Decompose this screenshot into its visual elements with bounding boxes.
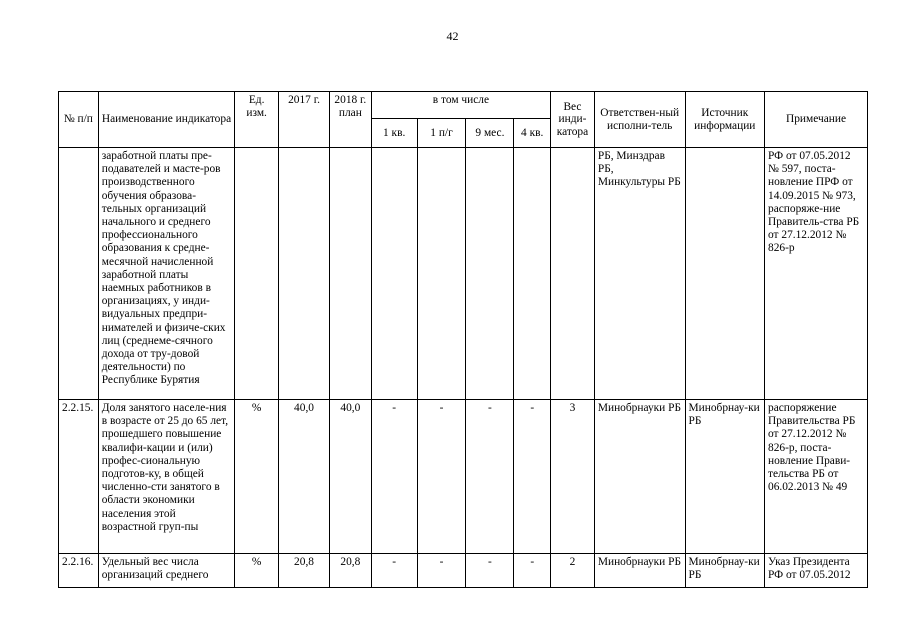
row-h1 — [417, 148, 466, 400]
row-unit: % — [235, 554, 279, 588]
page-number: 42 — [446, 29, 459, 43]
row-9m: - — [466, 400, 514, 554]
row-num: 2.2.16. — [59, 554, 99, 588]
row-2017: 20,8 — [279, 554, 330, 588]
row-2017 — [279, 148, 330, 400]
row-2018: 20,8 — [329, 554, 371, 588]
row-q1 — [371, 148, 417, 400]
row-name: заработной платы пре-подавателей и масте-ров производственного обучения образова-тельных организаций начального и среднего профессионального образования к средне-месячной начисленной заработной платы наемных работников в организациях, у инди-видуальных предпри-нимателей и физиче-ских лиц (среднеме-сячного дохода от тру-довой деятельности) по Республике Бурятия — [98, 148, 235, 400]
row-2018: 40,0 — [329, 400, 371, 554]
header-unit: Ед. изм. — [235, 92, 279, 148]
header-9m: 9 мес. — [466, 119, 514, 148]
row-h1: - — [417, 554, 466, 588]
table-row — [59, 148, 868, 400]
row-9m — [466, 148, 514, 400]
header-source: Источник информации — [685, 92, 764, 148]
row-responsible: Минобрнауки РБ — [594, 400, 685, 554]
header-including: в том числе — [371, 92, 550, 119]
table-row — [59, 554, 868, 588]
row-note: Указ Президента РФ от 07.05.2012 — [765, 554, 868, 588]
row-q4 — [514, 148, 551, 400]
row-note: РФ от 07.05.2012 № 597, поста-новление ПРФ от 14.09.2015 № 973, распоряже-ние Правитель-ства РБ от 27.12.2012 № 826-р — [765, 148, 868, 400]
table-row — [59, 400, 868, 554]
row-name: Доля занятого населе-ния в возрасте от 25 до 65 лет, прошедшего повышение квалифи-кации и (или) профес-сиональную подготов-ку, в общей численно-сти занятого в области экономики населения этой возрастной груп-пы — [98, 400, 235, 554]
header-2017: 2017 г. — [279, 92, 330, 148]
header-num: № п/п — [59, 92, 99, 148]
row-q1: - — [371, 554, 417, 588]
row-9m: - — [466, 554, 514, 588]
row-name: Удельный вес числа организаций среднего — [98, 554, 235, 588]
row-num: 2.2.15. — [59, 400, 99, 554]
row-source: Минобрнау-ки РБ — [685, 554, 764, 588]
header-q4: 4 кв. — [514, 119, 551, 148]
row-num — [59, 148, 99, 400]
row-q1: - — [371, 400, 417, 554]
row-unit — [235, 148, 279, 400]
row-q4: - — [514, 554, 551, 588]
header-name: Наименование индикатора — [98, 92, 235, 148]
indicators-table — [58, 91, 868, 588]
row-weight: 2 — [551, 554, 595, 588]
row-q4: - — [514, 400, 551, 554]
row-2017: 40,0 — [279, 400, 330, 554]
row-source: Минобрнау-ки РБ — [685, 400, 764, 554]
row-unit: % — [235, 400, 279, 554]
row-responsible: РБ, Минздрав РБ, Минкультуры РБ — [594, 148, 685, 400]
header-h1: 1 п/г — [417, 119, 466, 148]
row-source — [685, 148, 764, 400]
row-note: распоряжение Правительства РБ от 27.12.2012 № 826-р, поста-новление Прави-тельства РБ от 06.02.2013 № 49 — [765, 400, 868, 554]
row-2018 — [329, 148, 371, 400]
header-weight: Вес инди-катора — [551, 92, 595, 148]
header-note: Примечание — [765, 92, 868, 148]
row-responsible: Минобрнауки РБ — [594, 554, 685, 588]
header-2018: 2018 г. план — [329, 92, 371, 148]
header-q1: 1 кв. — [371, 119, 417, 148]
row-weight — [551, 148, 595, 400]
header-responsible: Ответствен-ный исполни-тель — [594, 92, 685, 148]
row-weight: 3 — [551, 400, 595, 554]
row-h1: - — [417, 400, 466, 554]
